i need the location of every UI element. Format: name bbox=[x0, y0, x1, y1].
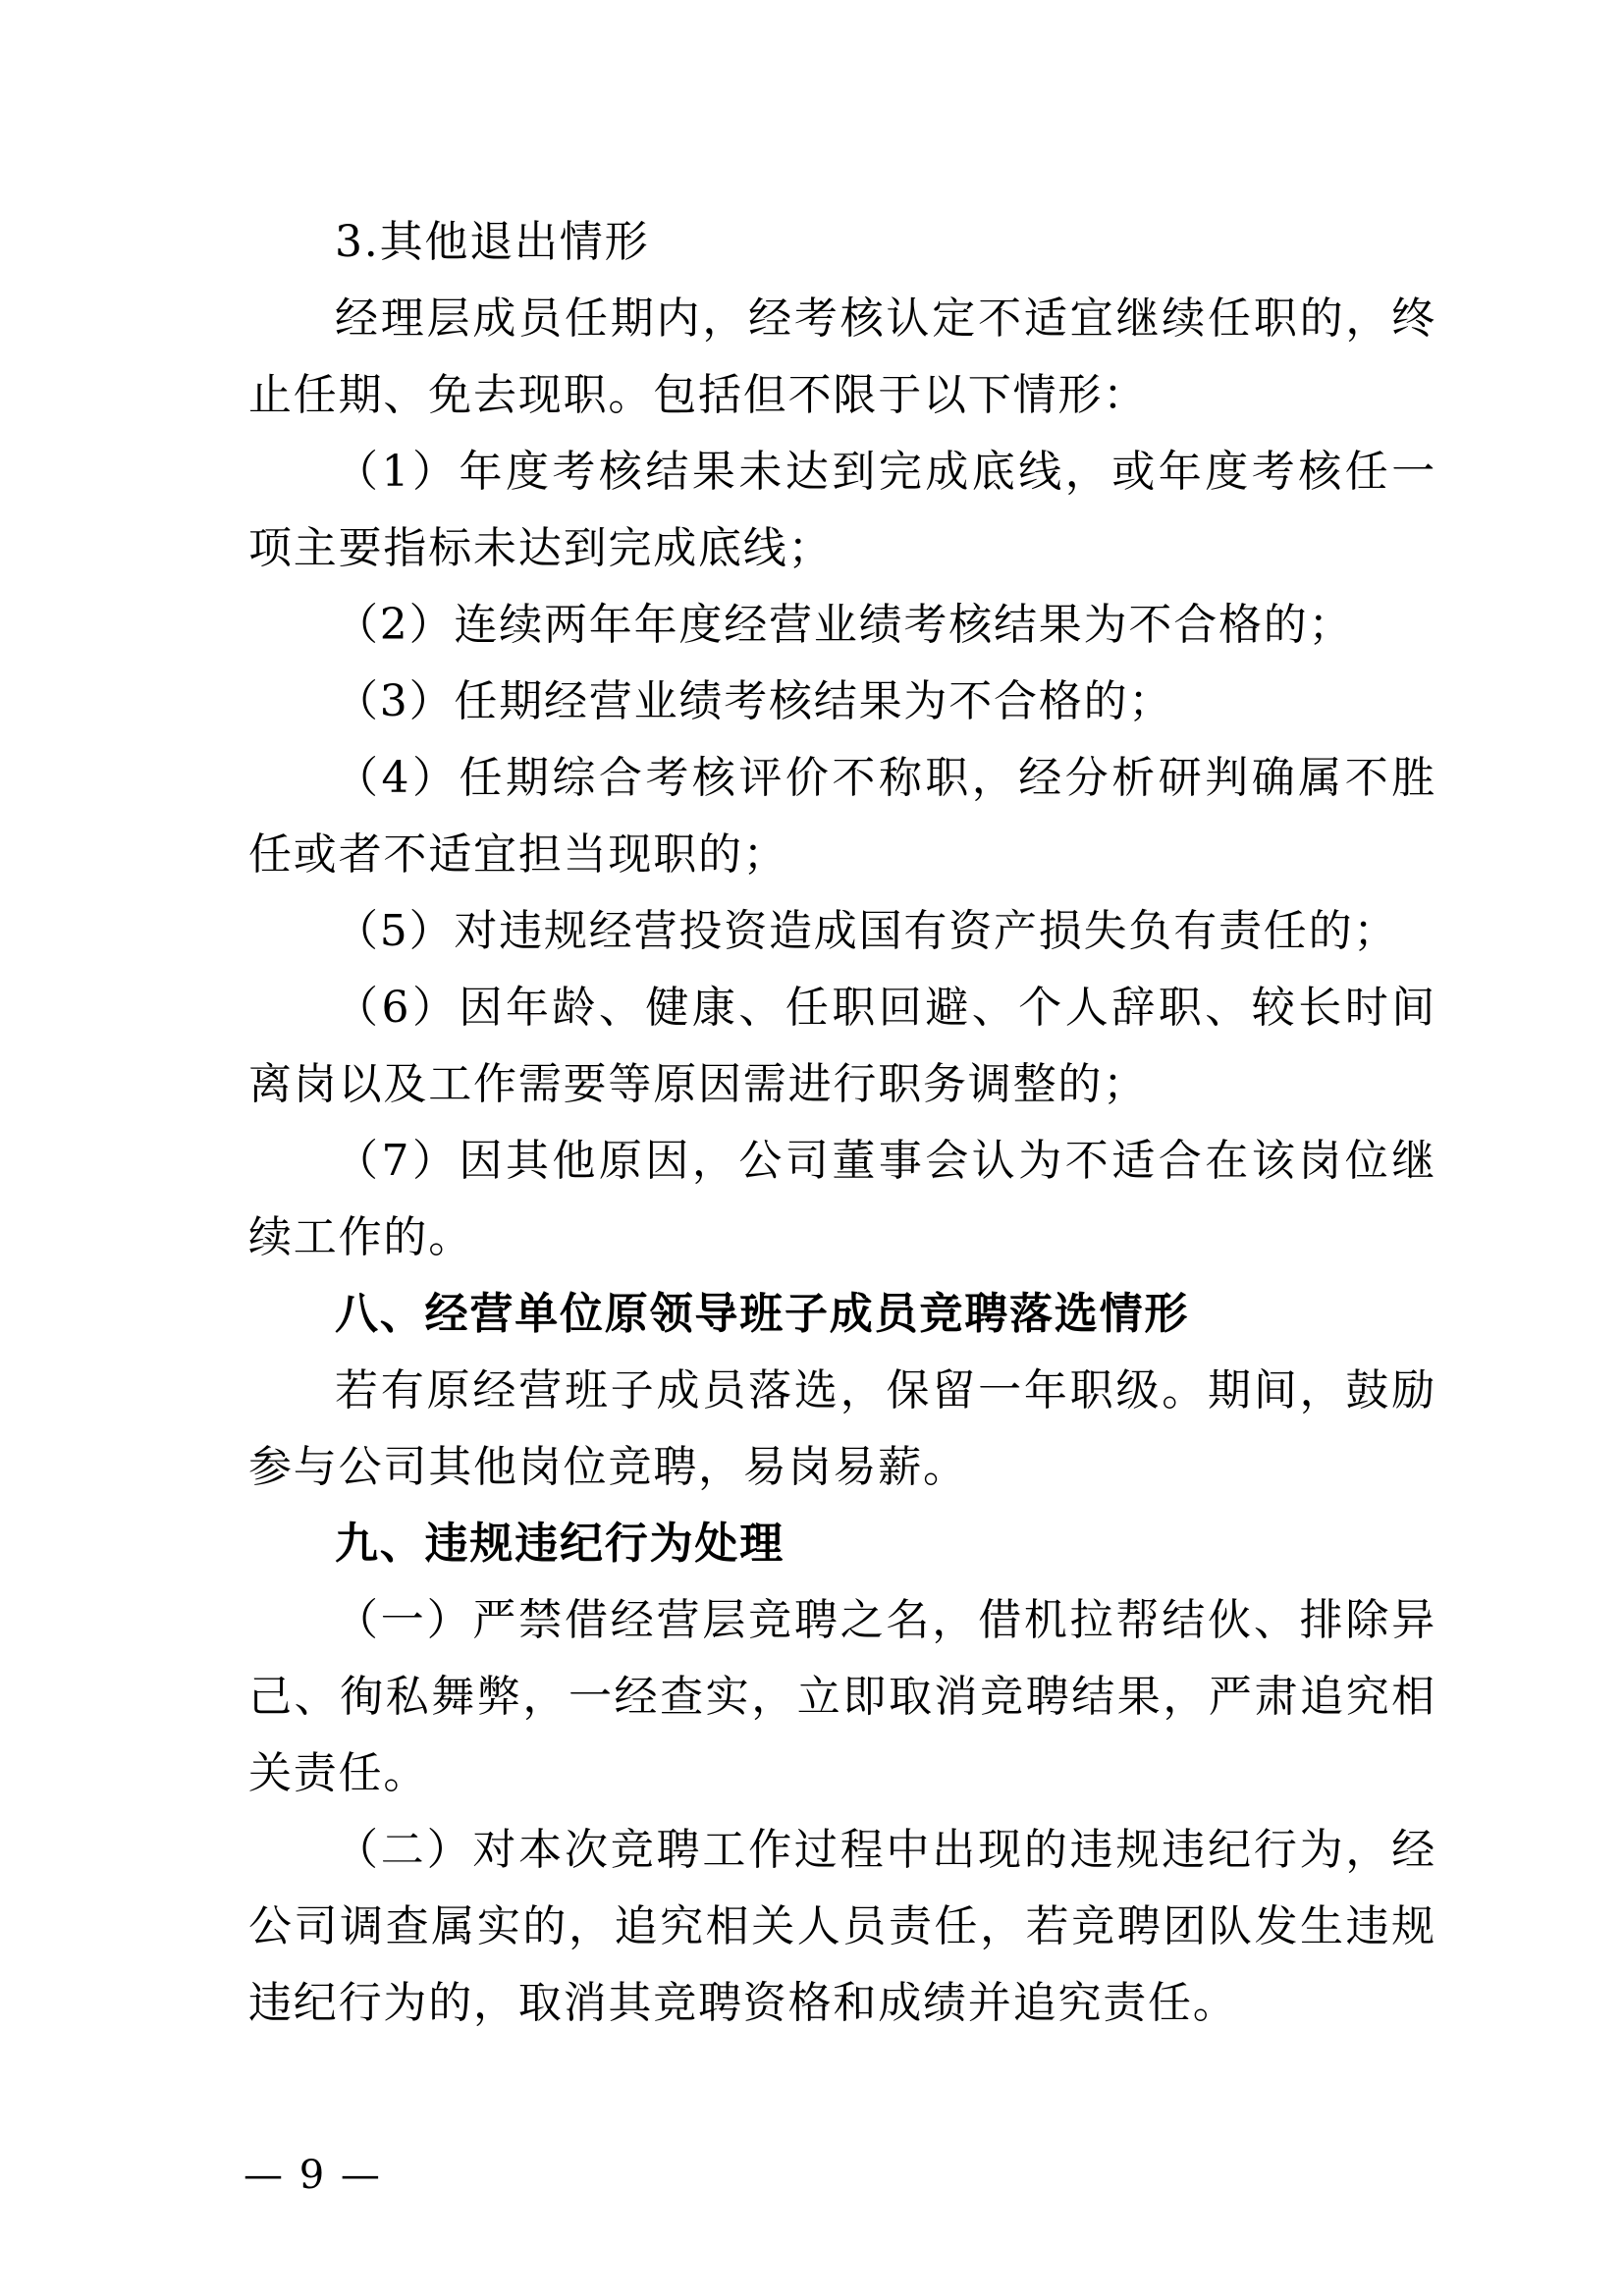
subsection-title: 3.其他退出情形 bbox=[335, 217, 650, 267]
document-body bbox=[248, 204, 1436, 2042]
section-heading: 九、违规违纪行为处理 bbox=[335, 1519, 785, 1569]
paragraph: （1）年度考核结果未达到完成底线，或年度考核任一项主要指标未达到完成底线； bbox=[248, 447, 1436, 573]
paragraph: （一）严禁借经营层竞聘之名，借机拉帮结伙、排除异己、徇私舞弊，一经查实，立即取消竞聘结果，严肃追究相关责任。 bbox=[248, 1595, 1436, 1798]
paragraph: （6）因年龄、健康、任职回避、个人辞职、较长时间离岗以及工作需要等原因需进行职务调整的； bbox=[248, 983, 1436, 1109]
paragraph: （4）任期综合考核评价不称职，经分析研判确属不胜任或者不适宜担当现职的； bbox=[248, 753, 1436, 880]
page-number: — 9 — bbox=[244, 2153, 382, 2198]
section-heading: 八、经营单位原领导班子成员竞聘落选情形 bbox=[335, 1289, 1190, 1339]
paragraph: （3）任期经营业绩考核结果为不合格的； bbox=[335, 676, 1174, 726]
paragraph: （5）对违规经营投资造成国有资产损失负有责任的； bbox=[335, 906, 1399, 956]
paragraph: （2）连续两年年度经营业绩考核结果为不合格的； bbox=[335, 600, 1354, 650]
paragraph: 经理层成员任期内，经考核认定不适宜继续任职的，终止任期、免去现职。包括但不限于以下情形： bbox=[248, 294, 1436, 420]
paragraph: （7）因其他原因，公司董事会认为不适合在该岗位继续工作的。 bbox=[248, 1136, 1436, 1262]
paragraph: 若有原经营班子成员落选，保留一年职级。期间，鼓励参与公司其他岗位竞聘，易岗易薪。 bbox=[248, 1365, 1436, 1492]
paragraph: （二）对本次竞聘工作过程中出现的违规违纪行为，经公司调查属实的，追究相关人员责任，若竞聘团队发生违规违纪行为的，取消其竞聘资格和成绩并追究责任。 bbox=[248, 1825, 1436, 2028]
